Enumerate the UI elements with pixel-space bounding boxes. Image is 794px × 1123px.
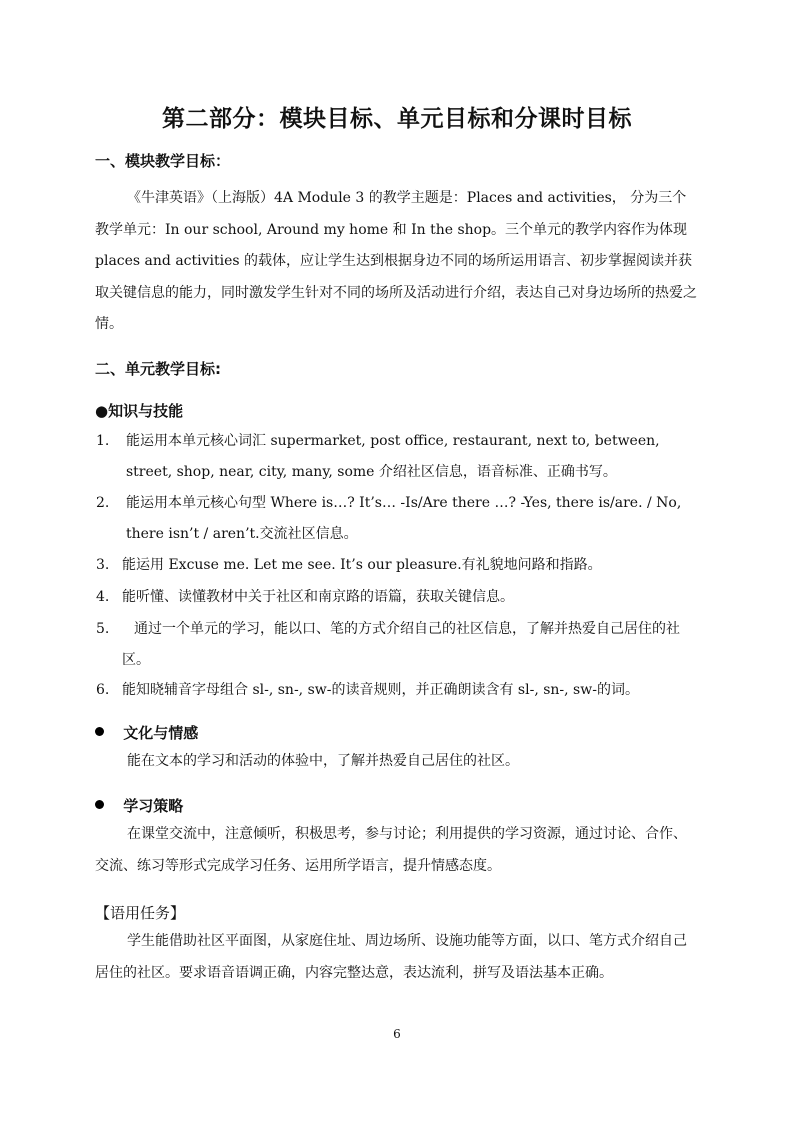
culture-heading: 文化与情感 <box>123 724 199 742</box>
item-number: 2. <box>96 495 110 511</box>
item-text: 能运用本单元核心词汇 supermarket, post office, restaurant, next to, between, street, shop, near, city, many, some 介绍社区信息，语音标准、正确书写。 <box>126 433 660 480</box>
task-text: 学生能借助社区平面图，从家庭住址、周边场所、设施功能等方面，以口、笔方式介绍自己居住的社区。要求语音语调正确，内容完整达意，表达流利，拼写及语法基本正确。 <box>95 933 687 981</box>
section2-heading: 二、单元教学目标: <box>95 360 221 378</box>
strategy-heading: 学习策略 <box>123 797 184 815</box>
bullet-icon <box>95 800 104 809</box>
item-text: 通过一个单元的学习，能以口、笔的方式介绍自己的社区信息，了解并热爱自己居住的社区。 <box>122 621 680 668</box>
item-text: 能运用 Excuse me. Let me see. It’s our pleasure.有礼貌地问路和指路。 <box>122 557 602 573</box>
strategy-text: 在课堂交流中，注意倾听，积极思考，参与讨论；利用提供的学习资源，通过讨论、合作、交流、练习等形式完成学习任务、运用所学语言，提升情感态度。 <box>95 826 687 874</box>
page-number: 6 <box>393 1027 401 1041</box>
item-number: 1. <box>96 433 110 449</box>
culture-heading-row <box>95 722 198 743</box>
item-number: 6. <box>96 682 110 698</box>
item-text: 能知晓辅音字母组合 sl-, sn-, sw-的读音规则，并正确朗读含有 sl-, sn-, sw-的词。 <box>122 682 639 698</box>
item-number: 3. <box>96 557 110 573</box>
item-text: 能听懂、读懂教材中关于社区和南京路的语篇，获取关键信息。 <box>122 589 514 605</box>
bullet-icon <box>95 727 104 736</box>
page-title: 第二部分：模块目标、单元目标和分课时目标 <box>162 106 632 132</box>
knowledge-heading: ●知识与技能 <box>95 402 184 420</box>
item-text: 能运用本单元核心句型 Where is…? It’s… -Is/Are there …? -Yes, there is/are. / No, there isn’t / aren’t.交流社区信息。 <box>126 495 682 542</box>
culture-text: 能在文本的学习和活动的体验中，了解并热爱自己居住的社区。 <box>127 753 519 769</box>
task-heading: 【语用任务】 <box>95 904 186 922</box>
section1-paragraph: 《牛津英语》（上海版）4A Module 3 的教学主题是：Places and activities， 分为三个教学单元：In our school, Around my home 和 In the shop。三个单元的教学内容作为体现 places and activities 的载体，应让学生达到根据身边不同的场所运用语言、初步掌握阅读并获取关键信息的能力，同时激发学生针对不同的场所及活动进行介绍，表达自己对身边场所的热爱之情。 <box>95 190 697 332</box>
item-number: 5. <box>96 621 110 637</box>
section1-heading: 一、模块教学目标： <box>95 152 231 170</box>
item-number: 4. <box>96 589 110 605</box>
strategy-heading-row <box>95 795 183 816</box>
